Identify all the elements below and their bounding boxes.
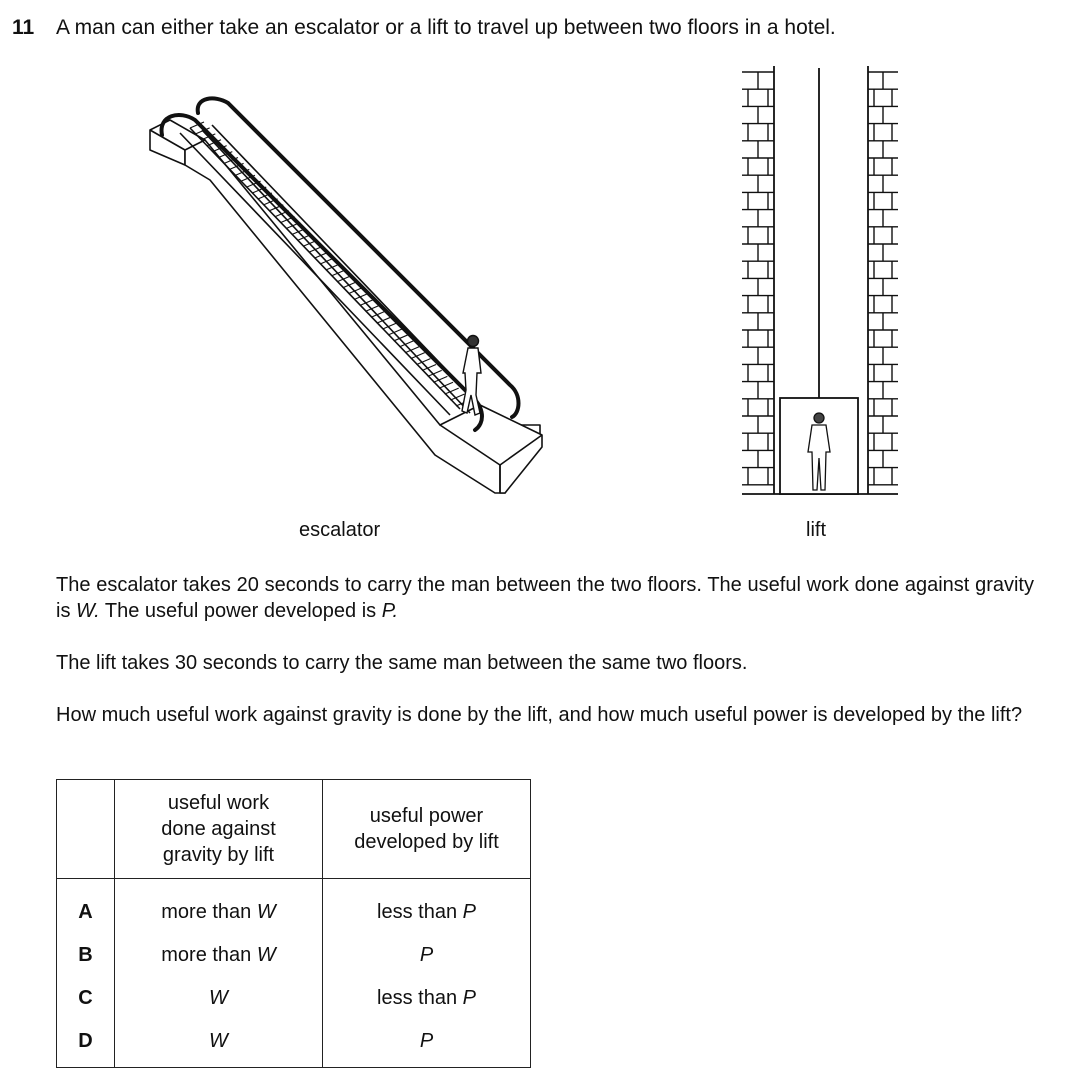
option-row-d[interactable] xyxy=(57,1020,531,1068)
escalator-steps xyxy=(190,122,470,406)
option-row-b[interactable] xyxy=(57,934,531,977)
work-cell: more than W xyxy=(115,879,323,935)
work-cell: more than W xyxy=(115,934,323,977)
option-row-c[interactable] xyxy=(57,977,531,1020)
answer-table xyxy=(56,779,531,1068)
paragraph-escalator-info: The escalator takes 20 seconds to carry the man between the two floors. The useful work done against gravity is W. The useful power developed is P. xyxy=(56,574,1034,622)
header-useful-power: useful power developed by lift xyxy=(323,780,531,879)
header-useful-work: useful work done against gravity by lift xyxy=(115,780,323,879)
power-cell: P xyxy=(323,934,531,977)
option-letter: D xyxy=(57,1020,115,1068)
option-letter: C xyxy=(57,977,115,1020)
header-empty-cell xyxy=(57,780,115,879)
paragraph-lift-info: The lift takes 30 seconds to carry the same man between the same two floors. xyxy=(56,652,748,674)
lift-caption: lift xyxy=(806,519,826,541)
lift-illustration xyxy=(738,66,902,498)
work-cell: W xyxy=(115,977,323,1020)
option-letter: B xyxy=(57,934,115,977)
paragraph-question: How much useful work against gravity is done by the lift, and how much useful power is developed by the lift? xyxy=(56,704,1023,726)
question-number: 11 xyxy=(12,16,35,39)
power-cell: less than P xyxy=(323,879,531,935)
work-cell: W xyxy=(115,1020,323,1068)
power-cell: less than P xyxy=(323,977,531,1020)
escalator-illustration xyxy=(140,95,550,500)
man-on-escalator-icon xyxy=(462,336,481,416)
option-letter: A xyxy=(57,879,115,935)
option-row-a[interactable] xyxy=(57,879,531,935)
escalator-caption: escalator xyxy=(299,519,381,541)
power-cell: P xyxy=(323,1020,531,1068)
question-text: A man can either take an escalator or a lift to travel up between two floors in a hotel. xyxy=(56,16,836,39)
